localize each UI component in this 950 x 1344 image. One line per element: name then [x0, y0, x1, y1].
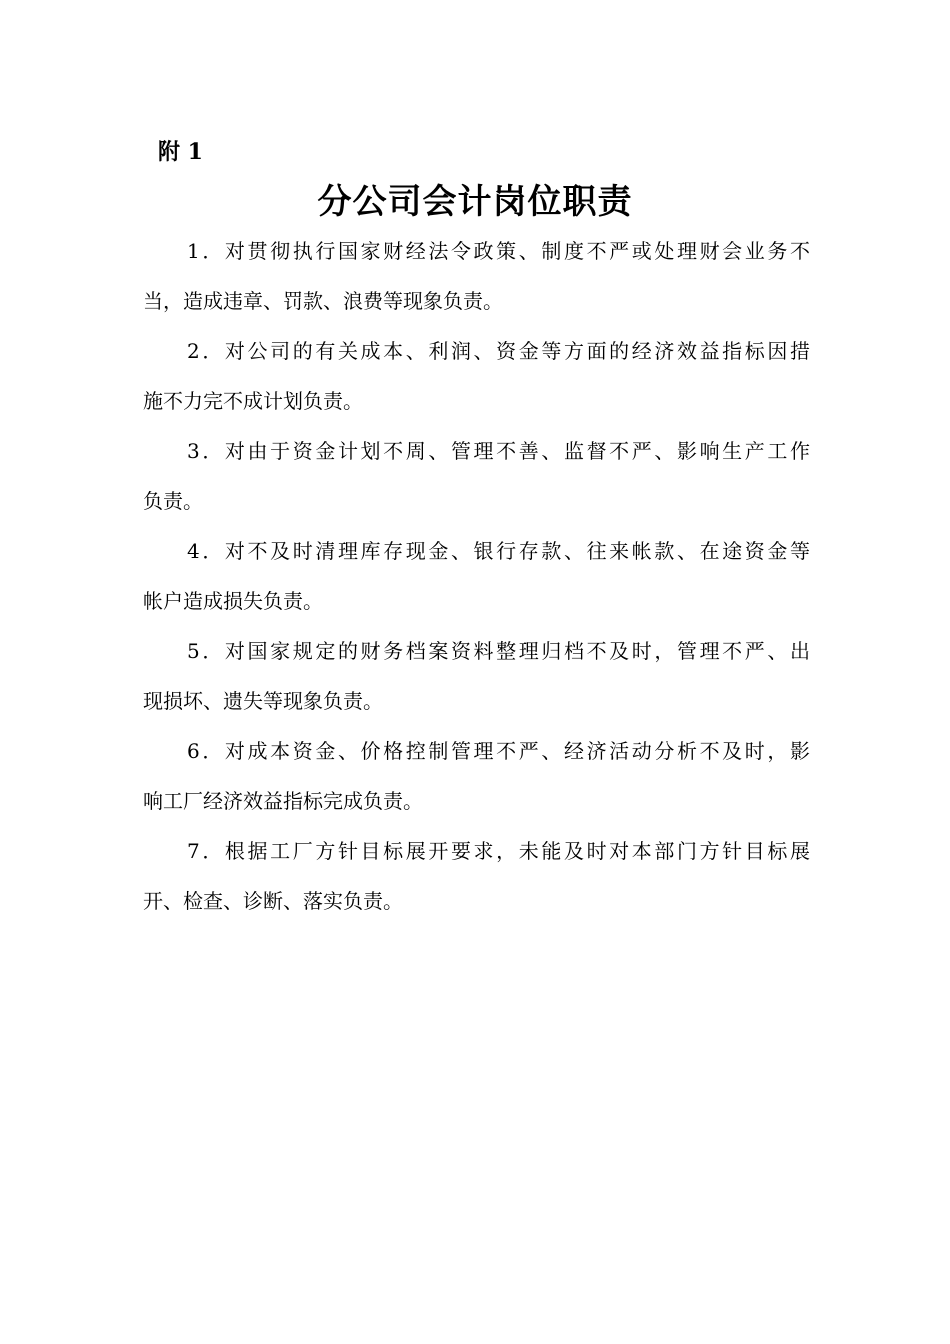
- duty-item-line: 施不力完不成计划负责。: [143, 389, 363, 413]
- duty-item-line: 7．根据工厂方针目标展开要求，未能及时对本部门方针目标展: [187, 839, 810, 863]
- duty-item-4: [143, 526, 810, 626]
- duty-item-line: 开、检查、诊断、落实负责。: [143, 889, 403, 913]
- duty-item-line: 5．对国家规定的财务档案资料整理归档不及时，管理不严、出: [187, 639, 810, 663]
- duty-item-1: [143, 226, 810, 326]
- duty-item-line: 负责。: [143, 489, 203, 513]
- duty-item-6: [143, 726, 810, 826]
- duty-item-line: 3．对由于资金计划不周、管理不善、监督不严、影响生产工作: [187, 439, 810, 463]
- appendix-label: 附 1: [158, 139, 203, 165]
- duty-item-line: 1．对贯彻执行国家财经法令政策、制度不严或处理财会业务不: [187, 239, 810, 263]
- duty-item-2: [143, 326, 810, 426]
- page-title: 分公司会计岗位职责: [317, 182, 633, 222]
- duty-item-line: 2．对公司的有关成本、利润、资金等方面的经济效益指标因措: [187, 339, 810, 363]
- duty-item-3: [143, 426, 810, 526]
- duty-item-line: 当，造成违章、罚款、浪费等现象负责。: [143, 289, 503, 313]
- duty-item-line: 现损坏、遗失等现象负责。: [143, 689, 383, 713]
- duty-list: [143, 226, 810, 926]
- duty-item-7: [143, 826, 810, 926]
- duty-item-line: 帐户造成损失负责。: [143, 589, 323, 613]
- duty-item-line: 4．对不及时清理库存现金、银行存款、往来帐款、在途资金等: [187, 539, 810, 563]
- duty-item-line: 响工厂经济效益指标完成负责。: [143, 789, 423, 813]
- duty-item-5: [143, 626, 810, 726]
- duty-item-line: 6．对成本资金、价格控制管理不严、经济活动分析不及时，影: [187, 739, 810, 763]
